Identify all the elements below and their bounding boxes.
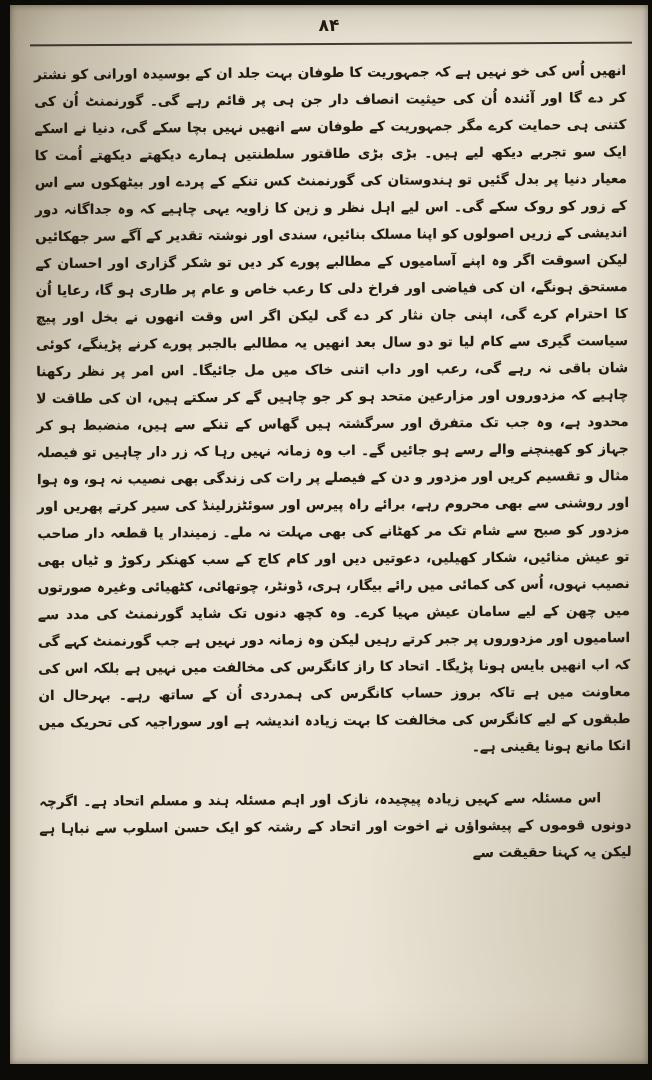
paper-page <box>10 5 648 1064</box>
body-paragraph: انھیں اُس کی خو نہیں ہے کہ جمہوریت کا طوفان بہت جلد ان کے بوسیدہ اورانی کو نشتر کر دے گا اور آئندہ اُن کی حیثیت انصاف دار جن ہی پر قائم رہے گی۔ گورنمنٹ اُن کی کتنی ہی حمایت کرے مگر جمہوریت کے طوفان سے انھیں نہیں بچا سکے گی، دنیا نے اسکے ایک سو تجربے دیکھ لیے ہیں۔ بڑی بڑی طاقتور سلطنتیں ہمارے دیکھتے دیکھتے اُمت کا معیار دنیا پر بدل گئیں تو ہندوستان کی گورنمنٹ کس تنکے کے پردے اور بیٹھکوں سے اس کے زور کو روک سکے گی۔ اس لیے اہل نظر و زین کا زاویہ یہی چاہیے کہ وہ جداگانہ دور اندیشی کے زریں اصولوں کو اپنا مسلک بنائیں، سندی اور نوشتہ تقدیر کے آگے سر جھکائیں لیکن اسوقت اگر وہ اپنے آسامیوں کے مطالبے پورے کر دیں تو شکر گزاری اور احسان کے مستحق ہونگے، ان کی فیاضی اور فراخ دلی کا رعب خاص و عام پر طاری ہو گا، رعایا اُن کا احترام کرے گی، اپنی جان نثار کر دے گی لیکن اگر اس وقت انھوں نے بخل اور پیچ سیاست گیری سے کام لیا تو دو سال بعد انھیں یہ مطالبے بالجبر پورے کرنے پڑینگے، کوئی شان باقی نہ رہے گی، رعب اور داب اتنی خاک میں مل جائیگا۔ اس امر پر نظر رکھنا چاہیے کہ مزدوروں اور مزارعین متحد ہو کر جو چاہیں گے کر سکتے ہیں، ان کی طاقت لا محدود ہے، وہ جب تک متفرق اور سرگشتہ ہیں گھاس کے تنکے سے ہیں، منضبط ہو کر جہاز کو کھینچنے والے رسے ہو جائیں گے۔ اب وہ زمانہ نہیں رہا کہ زر دار چاہیں تو فیصلہ مثال و تقسیم کریں اور مزدور و دن کے فیصلے پر رات کی زندگی بھی نصیب نہ ہو، وہ ہوا اور روشنی سے بھی محروم رہے، برائے راہ پیرس اور سوئٹزرلینڈ کی سیر کرتے پھریں اور مزدور کو صبح سے شام تک مر کھٹانے کی بھی مہلت نہ ملے۔ زمیندار یا قطعہ دار صاحب تو عیش منائیں، شکار کھیلیں، دعوتیں دیں اور کام کاج کے سب کھنکر رکوڑ و ٹیاں بھی نصیب نہوں، اُس کی کمائی میں رائے بیگار، ہری، ڈونٹر، چوتھائی، کٹھیائی وغیرہ صورتوں میں چھن کے لیے سامان عیش مہیا کرے۔ وہ کچھ دنوں تک شاید گورنمنٹ کی مدد سے اسامیوں اور مزدوروں پر جبر کرتے رہیں لیکن وہ زمانہ دور نہیں ہے جب گورنمنٹ کہے گی کہ اب انھیں بایس ہونا پڑیگا۔ اتحاد کا راز کانگرس کی مخالفت میں نہیں ہے بلکہ اس کی معاونت میں ہے تاکہ بروز حساب کانگرس کی ہمدردی اُن کے ساتھ رہے۔ بہرحال ان طبقوں کے لیے کانگرس کی مخالفت کا بہت زیادہ اندیشہ ہے اور سوراجیہ کی تحریک میں انکا مانع ہونا یقینی ہے۔ <box>34 62 631 756</box>
body-paragraph: اس مسئلہ سے کہیں زیادہ پیچیدہ، نازک اور اہم مسئلہ ہند و مسلم اتحاد ہے۔ اگرچہ دونوں قوموں کے پیشواؤں نے اخوت اور اتحاد کے رشتہ کو ایک حسن اسلوب سے نباہا ہے لیکن یہ کہنا حقیقت سے <box>39 790 632 862</box>
page-number: ۸۴ <box>318 16 340 36</box>
page-body <box>34 58 632 870</box>
header-divider <box>30 42 632 47</box>
